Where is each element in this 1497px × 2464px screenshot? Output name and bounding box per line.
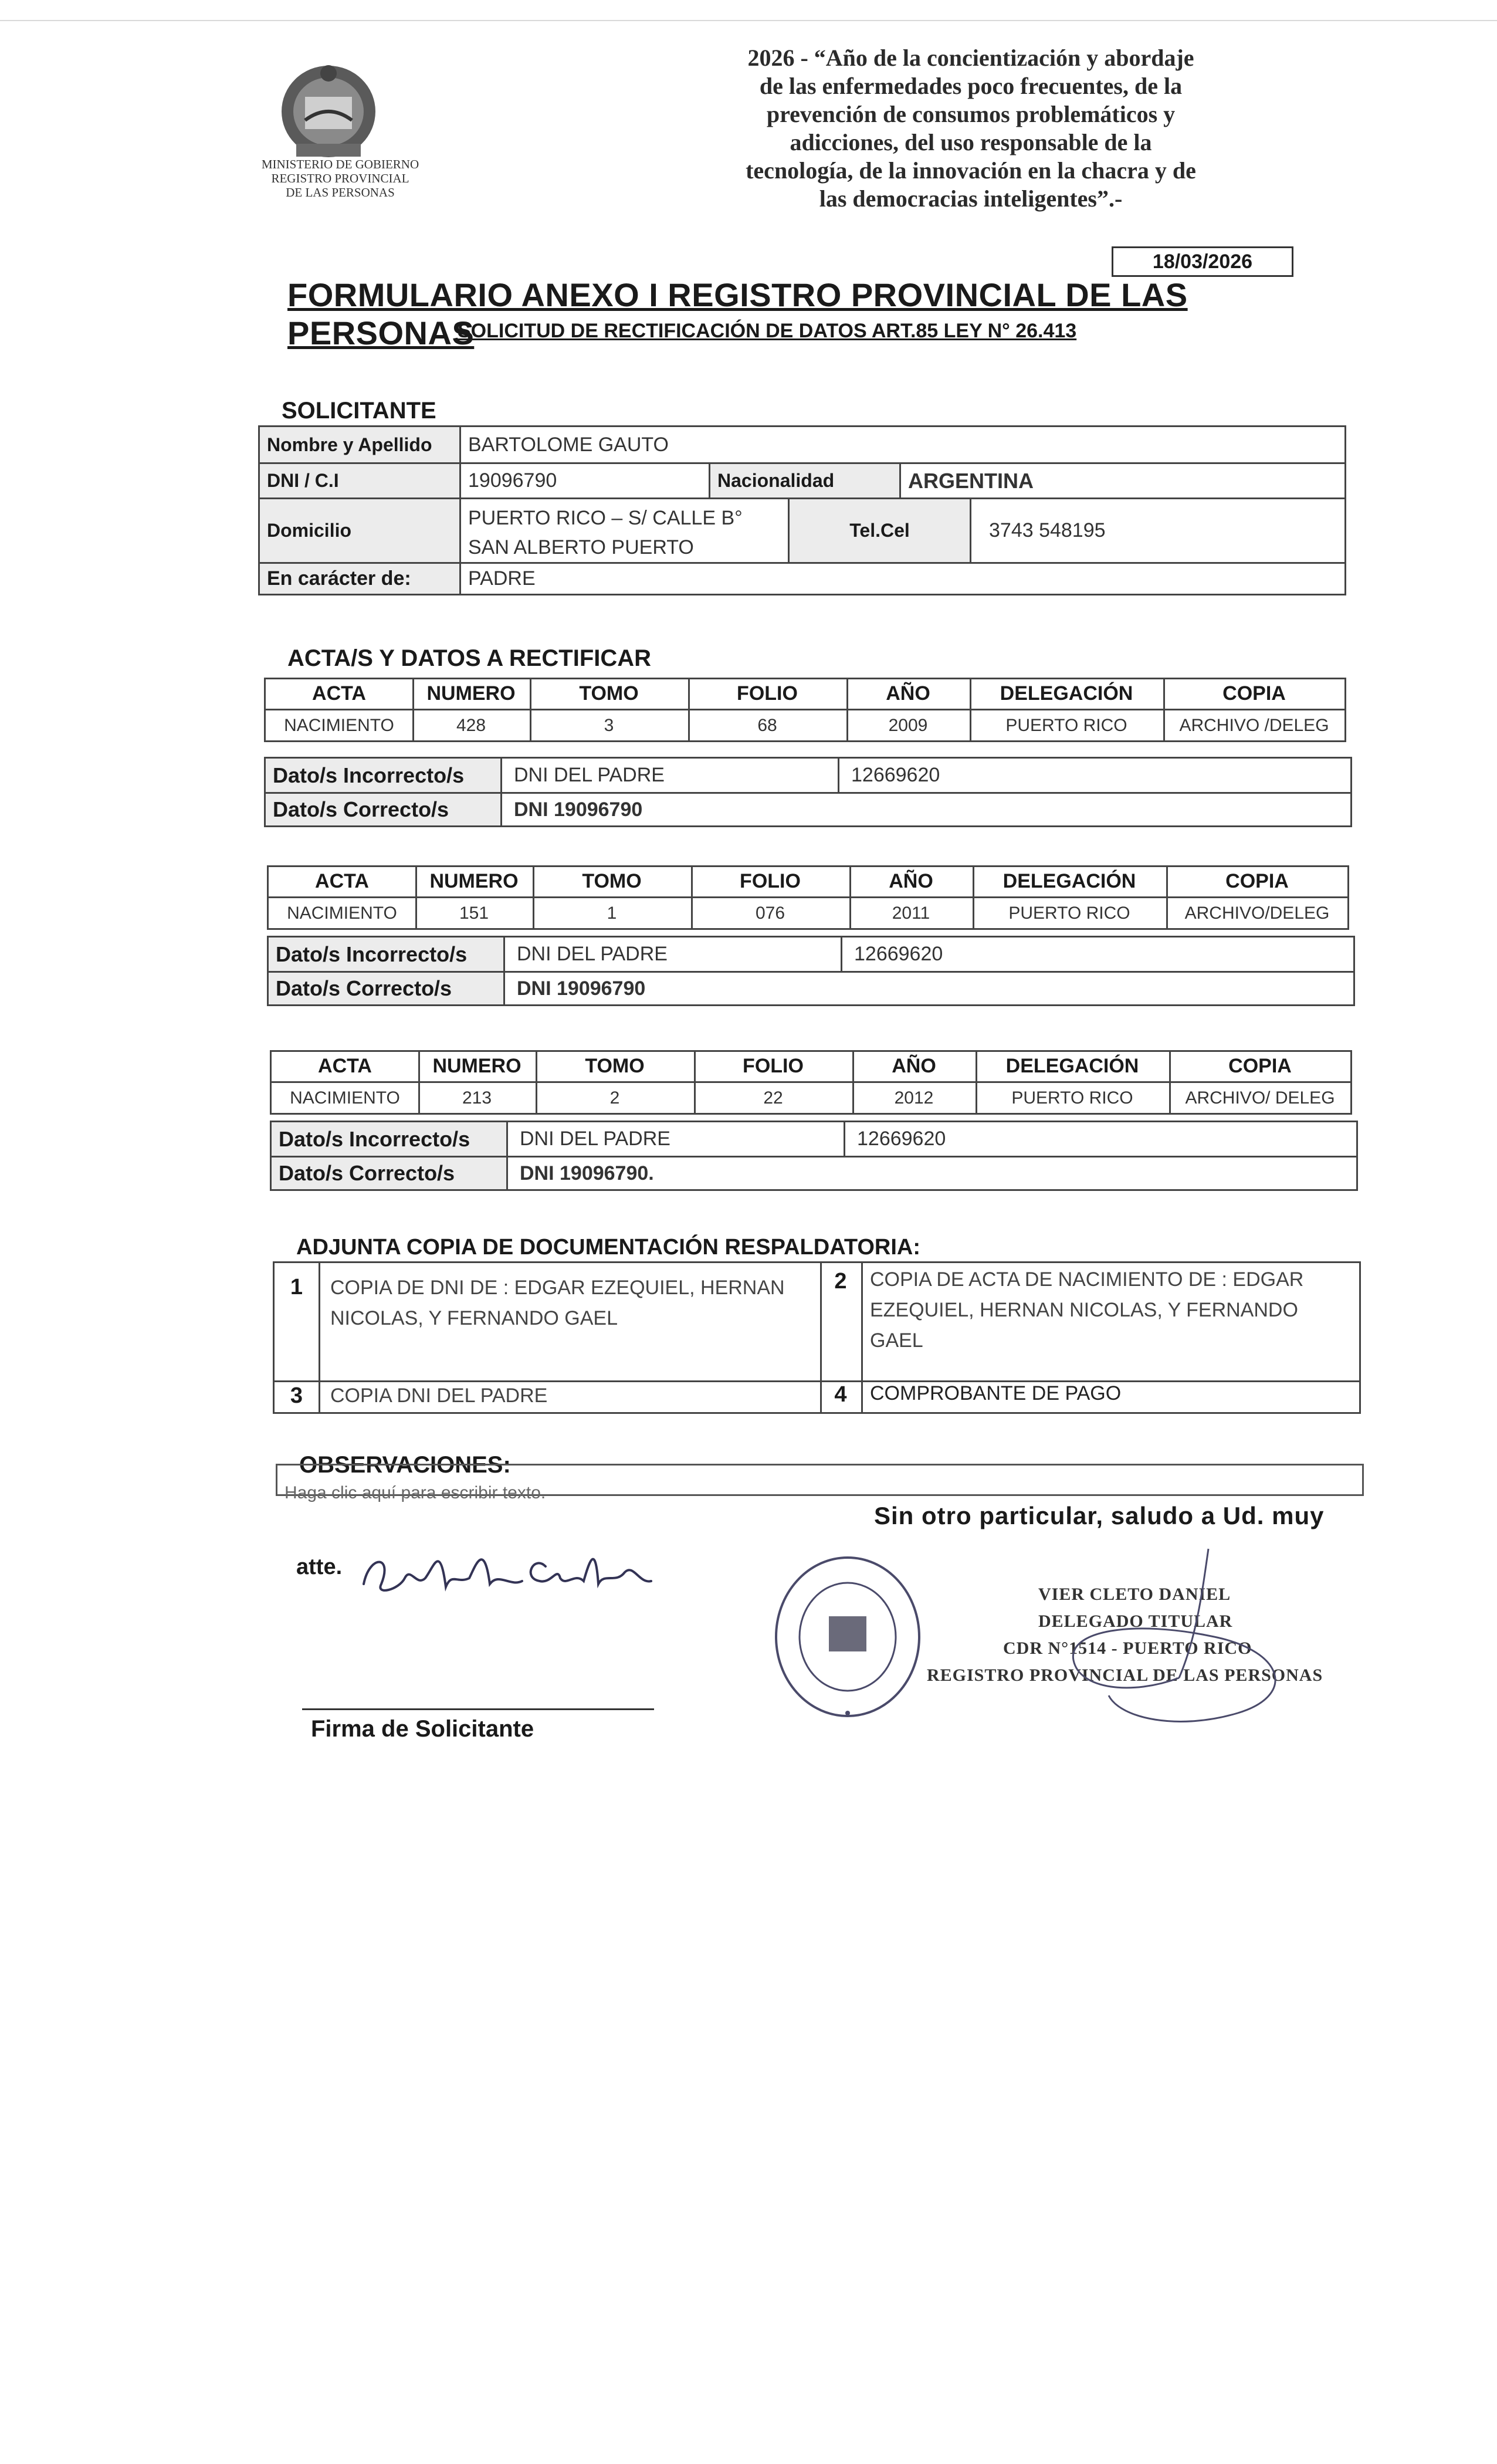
- solicitante-heading: SOLICITANTE: [282, 398, 436, 424]
- acta-header-delegacion: DELEGACIÓN: [1000, 682, 1133, 705]
- acta-header-copia: COPIA: [1222, 682, 1286, 705]
- officer-registry: REGISTRO PROVINCIAL DE LAS PERSONAS: [927, 1666, 1323, 1685]
- firma-label: Firma de Solicitante: [311, 1716, 534, 1742]
- nombre-value: BARTOLOME GAUTO: [468, 433, 669, 456]
- doc-number: 4: [834, 1382, 847, 1407]
- domicilio-line-1: PUERTO RICO – S/ CALLE B°: [468, 507, 743, 529]
- acta-header-numero: NUMERO: [426, 682, 516, 705]
- acta-header-copia: COPIA: [1228, 1055, 1292, 1077]
- acta-table-3: [270, 1050, 1352, 1115]
- motto-line: de las enfermedades poco frecuentes, de la: [759, 73, 1183, 99]
- doc-line: NICOLAS, Y FERNANDO GAEL: [330, 1307, 618, 1329]
- ministry-line-3: DE LAS PERSONAS: [286, 185, 395, 199]
- doc-item-1: [330, 1272, 817, 1333]
- acta-cell: ARCHIVO/ DELEG: [1185, 1088, 1335, 1108]
- acta-header-acta: ACTA: [315, 870, 369, 892]
- nombre-label: Nombre y Apellido: [260, 427, 459, 462]
- actas-heading: ACTA/S Y DATOS A RECTIFICAR: [287, 645, 652, 671]
- correct-label: Dato/s Correcto/s: [269, 973, 503, 1004]
- signature-line: [302, 1708, 654, 1710]
- year-motto: [675, 44, 1267, 213]
- nacionalidad-value: ARGENTINA: [908, 468, 1034, 493]
- motto-line: tecnología, de la innovación en la chacra y de: [746, 157, 1196, 184]
- acta-header-copia: COPIA: [1225, 870, 1289, 892]
- doc-line: COPIA DE DNI DE : EDGAR EZEQUIEL, HERNAN: [330, 1277, 785, 1299]
- form-date: 18/03/2026: [1112, 246, 1293, 277]
- acta-cell: PUERTO RICO: [1008, 903, 1130, 923]
- acta-table-2: [267, 865, 1349, 930]
- solicitante-table: [258, 425, 1346, 595]
- acta-header-numero: NUMERO: [432, 1055, 521, 1077]
- acta-header-tomo: TOMO: [582, 870, 642, 892]
- domicilio-line-2: SAN ALBERTO PUERTO: [468, 536, 694, 559]
- acta-header-ano: AÑO: [892, 1055, 936, 1077]
- provincial-seal-logo: [261, 56, 396, 167]
- delegacion-stamp: [771, 1552, 924, 1722]
- incorrect-value: 12669620: [854, 943, 943, 965]
- ministry-line-1: MINISTERIO DE GOBIERNO: [261, 157, 419, 171]
- acta-cell: 213: [462, 1088, 492, 1108]
- tel-value: 3743 548195: [989, 519, 1106, 541]
- acta-cell: NACIMIENTO: [284, 716, 394, 735]
- caracter-value: PADRE: [468, 567, 536, 590]
- acta-cell: 2: [609, 1088, 620, 1108]
- motto-line: las democracias inteligentes”.-: [819, 185, 1123, 212]
- doc-line: GAEL: [870, 1329, 923, 1352]
- page-top-edge: [0, 20, 1497, 21]
- acta-cell: 2012: [894, 1088, 934, 1108]
- documentacion-table: [273, 1261, 1361, 1414]
- form-title: FORMULARIO ANEXO I REGISTRO PROVINCIAL DE LAS PERSONAS: [287, 276, 1188, 351]
- datos-table-2: [267, 936, 1355, 1006]
- atte-label: atte.: [296, 1555, 343, 1579]
- documentacion-heading: ADJUNTA COPIA DE DOCUMENTACIÓN RESPALDATORIA:: [296, 1235, 920, 1260]
- officer-cdr: CDR N°1514 - PUERTO RICO: [1003, 1639, 1252, 1658]
- acta-cell: 428: [456, 716, 486, 735]
- incorrect-label: Dato/s Incorrecto/s: [269, 937, 503, 971]
- domicilio-label: Domicilio: [260, 499, 459, 562]
- acta-table-1: [264, 678, 1346, 742]
- motto-line: 2026 - “Año de la concientización y abordaje: [747, 45, 1194, 71]
- nacionalidad-label: Nacionalidad: [710, 464, 899, 497]
- form-subtitle: SOLICITUD DE RECTIFICACIÓN DE DATOS ART.85 LEY N° 26.413: [458, 320, 1077, 342]
- officer-signature-scribble: [1062, 1543, 1308, 1737]
- acta-cell: 22: [763, 1088, 783, 1108]
- incorrect-value: 12669620: [851, 764, 940, 786]
- acta-header-numero: NUMERO: [429, 870, 519, 892]
- acta-header-delegacion: DELEGACIÓN: [1005, 1055, 1139, 1077]
- acta-cell: 68: [757, 716, 777, 735]
- dni-value: 19096790: [468, 469, 557, 492]
- observaciones-box[interactable]: [276, 1464, 1364, 1502]
- applicant-signature: [358, 1531, 686, 1602]
- acta-cell: ARCHIVO/DELEG: [1184, 903, 1330, 923]
- acta-cell: NACIMIENTO: [287, 903, 397, 923]
- ministry-name: [235, 157, 446, 199]
- domicilio-value: [468, 503, 785, 562]
- acta-cell: 1: [607, 903, 617, 923]
- correct-label: Dato/s Correcto/s: [272, 1157, 506, 1189]
- acta-header-tomo: TOMO: [579, 682, 639, 705]
- doc-item-4: COMPROBANTE DE PAGO: [870, 1382, 1122, 1404]
- caracter-label: En carácter de:: [260, 564, 459, 594]
- incorrect-label: Dato/s Incorrecto/s: [272, 1122, 506, 1156]
- tel-label: Tel.Cel: [790, 499, 970, 562]
- observaciones-heading: OBSERVACIONES:: [299, 1452, 511, 1478]
- incorrect-field: DNI DEL PADRE: [520, 1128, 670, 1150]
- doc-number: 2: [834, 1269, 847, 1294]
- observaciones-placeholder: Haga clic aquí para escribir texto.: [285, 1483, 546, 1502]
- officer-role: DELEGADO TITULAR: [1038, 1612, 1233, 1631]
- acta-cell: NACIMIENTO: [290, 1088, 400, 1108]
- acta-cell: 2011: [892, 903, 930, 923]
- acta-header-folio: FOLIO: [740, 870, 801, 892]
- acta-header-acta: ACTA: [312, 682, 366, 705]
- doc-line: COPIA DE ACTA DE NACIMIENTO DE : EDGAR: [870, 1268, 1304, 1291]
- datos-table-1: [264, 757, 1352, 827]
- acta-header-acta: ACTA: [318, 1055, 372, 1077]
- acta-header-folio: FOLIO: [743, 1055, 804, 1077]
- datos-table-3: [270, 1121, 1358, 1191]
- acta-header-delegacion: DELEGACIÓN: [1002, 870, 1136, 892]
- incorrect-field: DNI DEL PADRE: [517, 943, 668, 965]
- incorrect-value: 12669620: [857, 1128, 946, 1150]
- acta-header-folio: FOLIO: [737, 682, 798, 705]
- doc-item-3: COPIA DNI DEL PADRE: [330, 1385, 548, 1407]
- correct-label: Dato/s Correcto/s: [266, 794, 500, 825]
- incorrect-field: DNI DEL PADRE: [514, 764, 665, 786]
- acta-cell: 151: [459, 903, 489, 923]
- acta-cell: PUERTO RICO: [1005, 716, 1127, 735]
- closing-text: Sin otro particular, saludo a Ud. muy: [874, 1502, 1325, 1529]
- ministry-line-2: REGISTRO PROVINCIAL: [271, 171, 409, 185]
- motto-line: prevención de consumos problemáticos y: [766, 101, 1176, 127]
- doc-line: EZEQUIEL, HERNAN NICOLAS, Y FERNANDO: [870, 1299, 1298, 1321]
- acta-cell: 076: [755, 903, 785, 923]
- acta-cell: ARCHIVO /DELEG: [1179, 716, 1329, 735]
- correct-value: DNI 19096790.: [520, 1162, 654, 1184]
- doc-item-2: [870, 1264, 1357, 1356]
- doc-number: 3: [290, 1383, 303, 1408]
- acta-header-tomo: TOMO: [585, 1055, 645, 1077]
- acta-cell: 3: [604, 716, 614, 735]
- incorrect-label: Dato/s Incorrecto/s: [266, 759, 500, 792]
- acta-header-ano: AÑO: [886, 682, 930, 705]
- acta-cell: PUERTO RICO: [1011, 1088, 1133, 1108]
- motto-line: adicciones, del uso responsable de la: [790, 129, 1152, 155]
- acta-header-ano: AÑO: [889, 870, 933, 892]
- correct-value: DNI 19096790: [514, 798, 643, 821]
- acta-cell: 2009: [888, 716, 928, 735]
- officer-name: VIER CLETO DANIEL: [1038, 1585, 1231, 1604]
- dni-label: DNI / C.I: [260, 464, 459, 497]
- doc-number: 1: [290, 1275, 303, 1299]
- correct-value: DNI 19096790: [517, 977, 646, 1000]
